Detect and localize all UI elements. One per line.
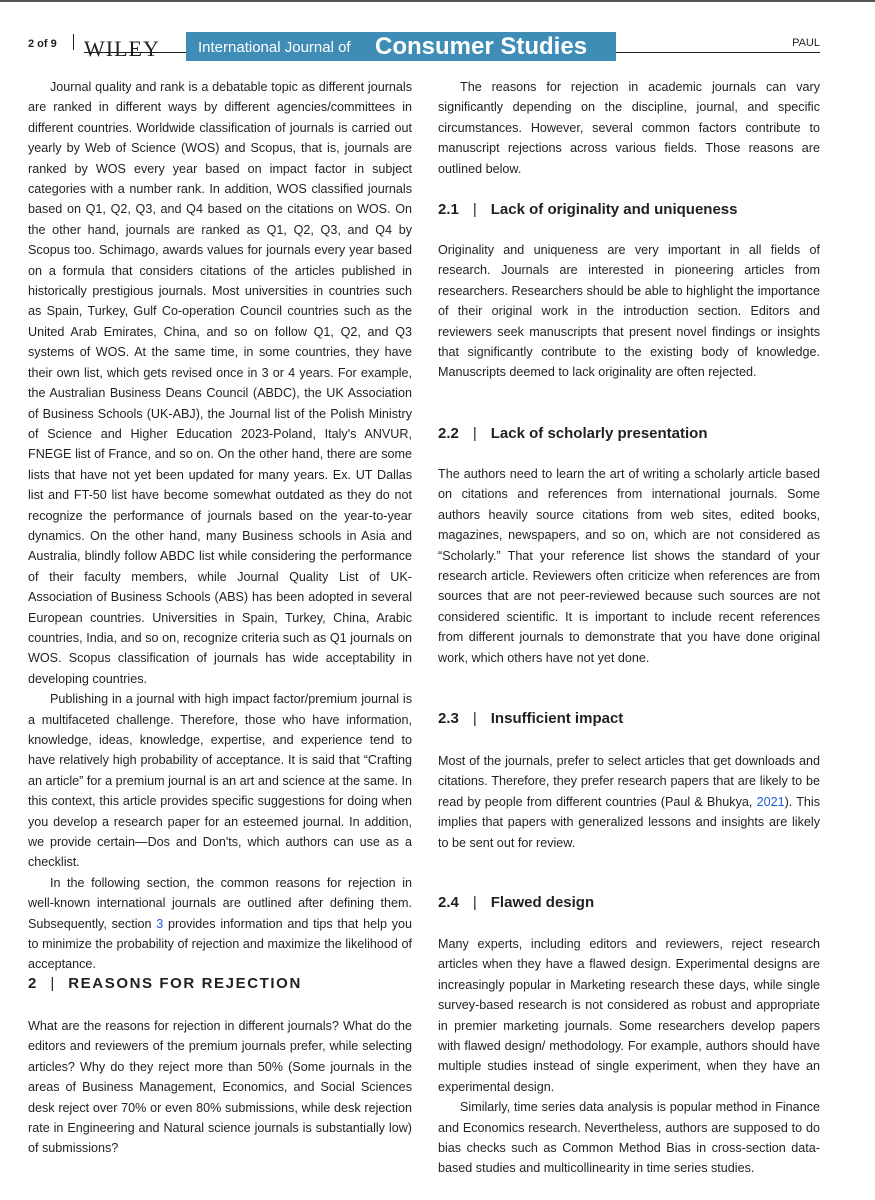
heading-number: 2 — [28, 975, 37, 992]
heading-separator: | — [50, 975, 55, 992]
heading-number: 2.2 — [438, 425, 459, 442]
heading-number: 2.3 — [438, 710, 459, 727]
citation-link[interactable]: 2021 — [756, 794, 785, 809]
heading-separator: | — [472, 201, 477, 218]
paragraph: The authors need to learn the art of writing a scholarly article based on citations and references from international journals. Some authors heavily source citations from web sites, edited books, magazines, newspapers, and so on, which are not considered as “Scholarly.” That your reference list shows the standard of your research article. Reviewers often criticize when references are from sources that are not peer-reviewed because such sources are not considered scientific. It is important to include recent references from different journals to demonstrate that you have done original work, which others have not yet done. — [438, 467, 820, 665]
divider — [73, 34, 74, 50]
section-2-3-body — [438, 751, 820, 853]
journal-banner — [186, 32, 616, 61]
journal-name: Consumer Studies — [375, 33, 588, 60]
paragraph — [28, 873, 412, 975]
subsection-heading — [438, 201, 737, 218]
heading-separator: | — [472, 425, 477, 442]
subsection-heading — [438, 894, 594, 911]
section-2-1-body — [438, 240, 820, 383]
left-column-lower — [28, 1016, 412, 1159]
text: ). This implies that papers with generalized lessons and insights are likely to be sent out for review. — [438, 794, 821, 850]
paragraph: Similarly, time series data analysis is popular method in Finance and Economics research. Nevertheless, authors are supposed to do bias checks such as Common Method Bias in cross-section data-based studies and multicollinearity in time series studies. — [438, 1100, 820, 1176]
journal-prefix: International Journal of — [198, 39, 351, 56]
heading-number: 2.4 — [438, 894, 459, 911]
section-2-4-body — [438, 934, 820, 1179]
heading-separator: | — [472, 710, 477, 727]
page-number: 2 of 9 — [28, 38, 57, 50]
text: In the following section, the common reasons for rejection in well-known international journals are outlined after defining them. Subsequently, section — [28, 875, 412, 931]
paragraph: What are the reasons for rejection in different journals? What do the editors and reviewers of the premium journals prefer, while selecting articles? Why do they reject more than 50% (Some journals in the areas of Business Management, Economics, and Social Sciences desk reject over 70% or even 80% submissions, while desk rejection rate in Engineering and Natural science journals is substantially low) of submissions? — [28, 1019, 412, 1156]
paragraph — [438, 751, 820, 853]
paragraph: Originality and uniqueness are very important in all fields of research. Journals are interested in pioneering articles from researchers. Researchers should be able to highlight the importance of their original work in the introduction section. Editors and reviewers seek manuscripts that present novel findings or insights that significantly contribute to the existing body of knowledge. Manuscripts deemed to lack originality are often rejected. — [438, 243, 820, 380]
section-heading — [28, 975, 302, 992]
heading-title: Insufficient impact — [490, 710, 624, 727]
heading-separator: | — [472, 894, 477, 911]
heading-title: Flawed design — [490, 894, 595, 911]
heading-title: REASONS FOR REJECTION — [68, 975, 302, 992]
paragraph: Many experts, including editors and reviewers, reject research articles when they have a flawed design. Experimental designs are increasingly popular in Marketing research these days, while single survey-based research is not considered as robust and appropriate in premier marketing journals. Some researchers develop papers with flawed design/ methodology. For example, authors should have multiple studies instead of single experiment, when they have an experimental design. — [438, 937, 820, 1094]
section-2-2-body — [438, 464, 820, 668]
running-header — [28, 30, 820, 64]
publisher-logo: WILEY — [84, 36, 160, 61]
text: provides information and tips that help you to minimize the probability of rejection and maximize the likelihood of acceptance. — [28, 916, 412, 972]
left-column — [28, 77, 412, 975]
section-link[interactable]: 3 — [156, 916, 164, 931]
paragraph: The reasons for rejection in academic journals can vary significantly depending on the discipline, journal, and specific circumstances. However, several common factors contribute to manuscript rejections across various fields. Those reasons are outlined below. — [438, 80, 820, 176]
heading-number: 2.1 — [438, 201, 459, 218]
paragraph: Publishing in a journal with high impact factor/premium journal is a multifaceted challenge. Therefore, those who have information, knowledge, ideas, knowledge, expertise, and experience tend to have relatively high probability of acceptance. It is said that “Crafting an article” for a premium journal is an art and science at the same. In this context, this article provides specific suggestions for doing when you develop a research paper for an esteemed journal. In addition, we provide certain—Dos and Don'ts, which authors can use as a checklist. — [28, 692, 412, 870]
right-intro — [438, 77, 820, 179]
running-author: PAUL — [792, 37, 820, 49]
text: Most of the journals, prefer to select articles that get downloads and citations. Therefore, they prefer research papers that are likely to be read by people from different countries (Paul & Bhukya, — [438, 754, 820, 809]
subsection-heading — [438, 425, 708, 442]
heading-title: Lack of scholarly presentation — [490, 425, 708, 442]
top-border — [0, 0, 875, 2]
paragraph: Journal quality and rank is a debatable topic as different journals are ranked in different ways by different agencies/committees in different countries. Worldwide classification of journals is carried out yearly by Web of Science (WOS) and Scopus, that is, journals are ranked by WOS every year based on impact factor in subject categories with a number rank. In addition, WOS classified journals based on Q1, Q2, Q3, and Q4 based on the citations on WOS. On the other hand, journals are ranked as Q1, Q2, Q3, and Q4 by Scopus too. Schimago, awards values for journals every year based on a formula that considers citations of the articles published in historically prestigious journals. Most universities in countries such as Spain, Turkey, Gulf Co-operation Council countries such as the United Arab Emirates, China, and so on follow Q1, Q2, and Q3 systems of WOS. At the same time, in some countries, they have their own list, which gets revised once in 3 or 4 years. For example, the Australian Business Deans Council (ABDC), the UK Association of Business Schools (UK-ABJ), the Journal list of the Polish Ministry of Science and Higher Education 2023-Poland, Italy's ANVUR, FNEGE list of France, and so on. On the other hand, there are some lists that have not yet been updated for many years. Ex. UT Dallas list and FT-50 list have become somewhat outdated as they do not recognize the performance of journals based on the year-to-year dynamics. On the other hand, many Business schools in Asia and Australia, blindly follow ABDC list while considering the performance of their faculty members, while Journal Quality List of UK-Association of Business Schools (ABS) has been adopted in several European countries. Universities in Spain, Turkey, China, Arabic countries, India, and so on, recognize criteria such as Q1 journals on WOS. Scopus classification of journals has wide acceptability in developing countries. — [28, 80, 412, 686]
heading-title: Lack of originality and uniqueness — [490, 201, 738, 218]
subsection-heading — [438, 710, 623, 727]
